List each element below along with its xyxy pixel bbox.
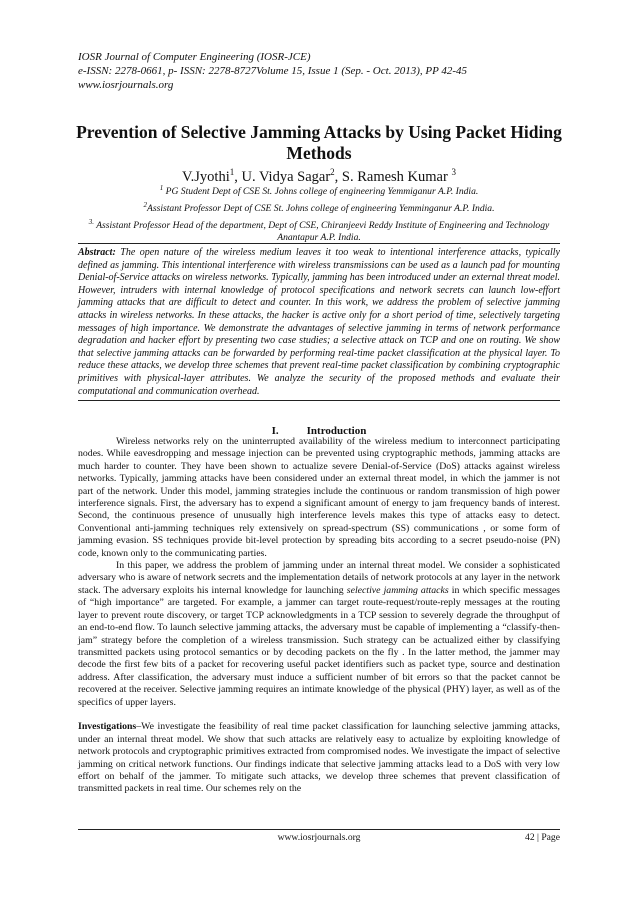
author-superscript: 2 bbox=[330, 167, 335, 177]
journal-header bbox=[78, 50, 578, 92]
footer-website: www.iosrjournals.org bbox=[277, 832, 361, 843]
page-footer bbox=[78, 829, 560, 844]
paper-title: Prevention of Selective Jamming Attacks by Using Packet Hiding Methods bbox=[76, 122, 562, 163]
affiliation-marker: 1 bbox=[159, 184, 164, 192]
abstract-label: Abstract: bbox=[78, 247, 116, 258]
affiliation-marker: 3. bbox=[88, 217, 94, 226]
affiliations bbox=[72, 182, 566, 245]
section-title: Introduction bbox=[306, 425, 367, 437]
paragraph-emphasis: selective jamming attacks bbox=[346, 584, 449, 596]
author-name: , U. Vidya Sagar bbox=[234, 168, 331, 185]
page-number: 42 | Page bbox=[525, 832, 560, 843]
paragraph-text: –We investigate the feasibility of real time packet classification for launching selective jamming attacks, under an internal threat model. We show that such attacks are relatively easy to actualize by exploiting knowledge of network protocols and cryptographic primitives extracted from compromised nodes. We investigate the impact of selective jamming on critical network functions. Our findings indicate that selective jamming attacks lead to a DoS with very low effort on behalf of the jammer. To mitigate such attacks, we develop three schemes that prevent classification of transmitted packets in real time. Our schemes rely on the bbox=[78, 721, 560, 795]
paragraph-text: In this paper, we address the problem of jamming under an internal threat model. We consider a sophisticated adversary who is aware of network secrets and the implementation details of network protocols at any layer in the network stack. The adversary exploits his internal knowledge for launching bbox=[78, 560, 560, 596]
abstract-text: The open nature of the wireless medium leaves it too weak to intentional interference attacks, typically defined as jamming. This intentional interference with wireless transmissions can be used as a launch pad for mounting Denial-of-Service attacks on wireless networks. Typically, jamming has been introduced under an external threat model. However, intruders with internal knowledge of protocol specifications and network secrets can launch low-effort jamming attacks that are difficult to detect and counter. In this work, we address the problem of selective jamming attacks in wireless networks. In these attacks, the hacker is active only for a short period of time, selectively targeting messages of high importance. We demonstrate the advantages of selective jamming in terms of network performance degradation and hacker effort by presenting two case studies; a selective attack on TCP and one on routing. We show that selective jamming attacks can be forwarded by performing real-time packet classification at the physical layer. To reduce these attacks, we develop three schemes that prevent real-time packet classification by combining cryptographic primitives with physical-layer attributes. We analyze the security of the proposed methods and evaluate their computational and communication overhead. bbox=[78, 247, 560, 397]
affiliation bbox=[72, 216, 566, 245]
author-name: V.Jyothi bbox=[182, 168, 230, 185]
abstract-box bbox=[78, 243, 560, 401]
affiliation-marker: 2 bbox=[143, 200, 147, 209]
author-superscript: 1 bbox=[229, 167, 235, 177]
affiliation bbox=[72, 199, 566, 216]
paragraph-lead-bold: Investigations bbox=[78, 721, 137, 733]
author-superscript: 3 bbox=[451, 167, 456, 177]
body-text bbox=[78, 436, 560, 796]
paragraph-text: in which specific messages of “high importance” are targeted. For example, a jammer can target route-request/route-reply messages at the routing layer to prevent route discovery, or target TCP acknowledgments in a TCP session to severely degrade the throughput of an end-to-end flow. To launch selective jamming attacks, the adversary must be capable of implementing a “classify-then-jam” strategy before the completion of a wireless transmission. Such strategy can be actualized either by classifying transmitted packets using protocol semantics or by decoding packets on the fly . In the latter method, the jammer may decode the first few bits of a packet for recovering useful packet identifiers such as packet type, source and destination address. After classification, the adversary must induce a sufficient number of bit errors so that the packet cannot be recovered at the receiver. Selective jamming requires an intimate knowledge of the physical (PHY) layer, as well as of the specifics of upper layers. bbox=[78, 584, 560, 708]
paragraph: Wireless networks rely on the uninterrupted availability of the wireless medium to interconnect participating nodes. While eavesdropping and message injection can be prevented using cryptographic methods, jamming attacks are much harder to counter. They have been shown to actualize severe Denial-of-Service (DoS) attacks against wireless networks. Typically, jamming attacks have been considered under an external threat model, in which the jammer is not part of the network. Under this model, jamming strategies include the continuous or random transmission of high power interference signals. First, the adversary has to expend a significant amount of energy to jam frequency bands of interest. Second, the continuous presence of unusually high interference levels makes this type of attacks easy to detect. Conventional anti-jamming techniques rely extensively on spread-spectrum (SS) communications , or some form of jamming evasion. SS techniques provide bit-level protection by spreading bits according to a secret pseudo-noise (PN) code, known only to the communicating parties. bbox=[78, 436, 560, 559]
paragraph bbox=[78, 721, 560, 795]
affiliation-text: Assistant Professor Head of the department, Dept of CSE, Chiranjeevi Reddy Institute of Engineering and Technology Anantapur A.P. India. bbox=[93, 219, 550, 244]
affiliation-text: Assistant Professor Dept of CSE St. Johns college of engineering Yemminganur A.P. India. bbox=[147, 202, 495, 214]
section-number: I. bbox=[271, 425, 279, 437]
affiliation-text: PG Student Dept of CSE St. Johns college of engineering Yemmiganur A.P. India. bbox=[163, 186, 479, 198]
journal-name: IOSR Journal of Computer Engineering (IOSR-JCE) bbox=[78, 51, 311, 63]
journal-website: www.iosrjournals.org bbox=[78, 79, 174, 91]
author-name: , S. Ramesh Kumar bbox=[334, 168, 452, 185]
journal-issn: e-ISSN: 2278-0661, p- ISSN: 2278-8727Volume 15, Issue 1 (Sep. - Oct. 2013), PP 42-45 bbox=[78, 65, 468, 77]
affiliation bbox=[72, 182, 566, 199]
paragraph bbox=[78, 560, 560, 709]
